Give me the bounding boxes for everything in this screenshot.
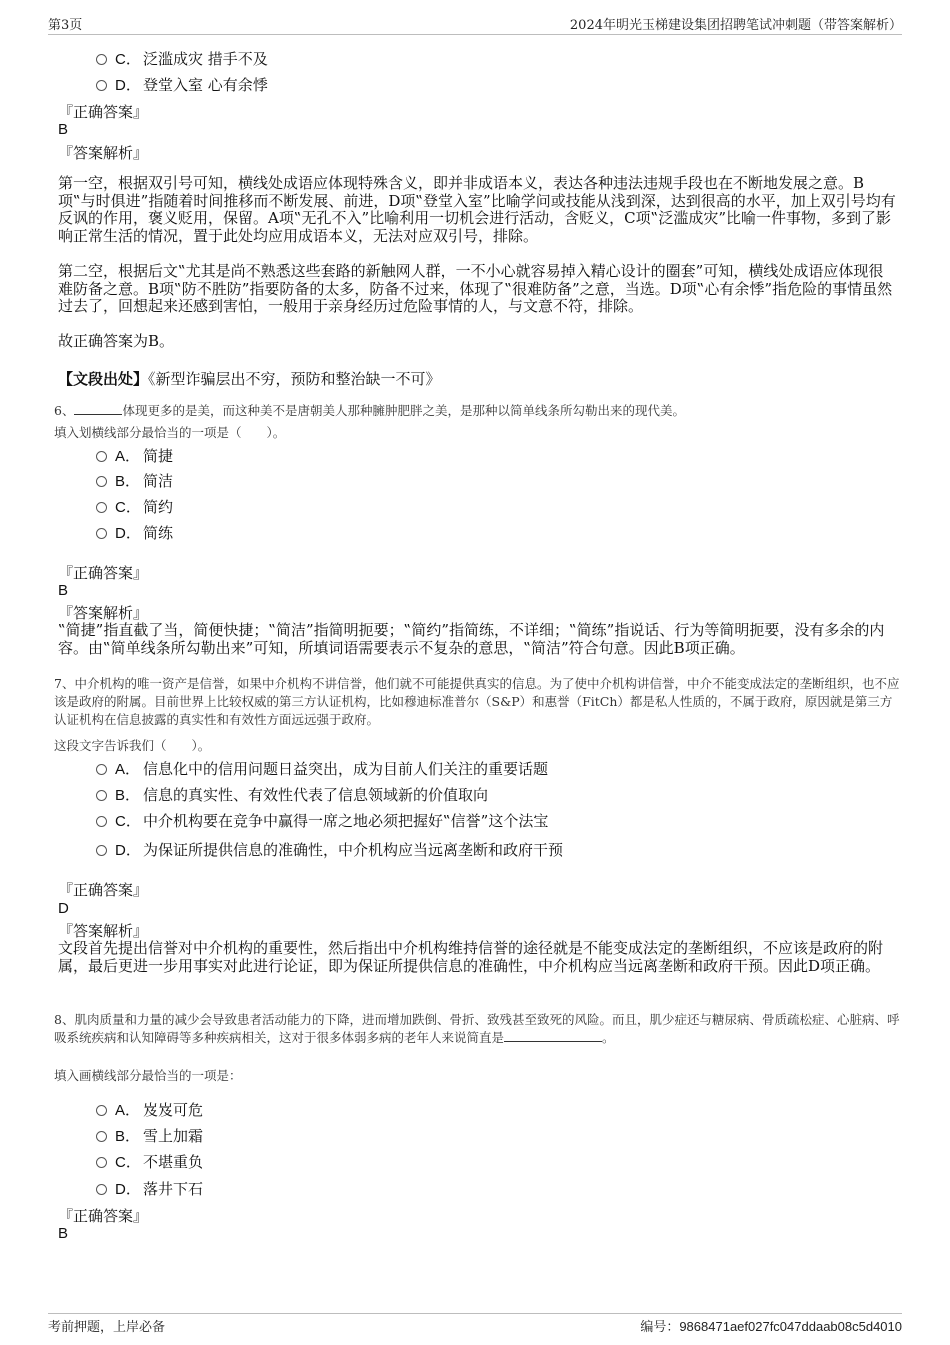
q8-option-c[interactable]: C． 不堪重负 <box>96 1151 203 1173</box>
q8-correct-label: 『正确答案』 <box>58 1207 149 1225</box>
radio-icon[interactable] <box>96 845 107 856</box>
q6-option-a[interactable]: A． 简捷 <box>96 445 173 467</box>
radio-icon[interactable] <box>96 1131 107 1142</box>
q7-answer: D <box>58 900 69 917</box>
q7-option-b[interactable]: B． 信息的真实性、有效性代表了信息领域新的价值取向 <box>96 784 488 806</box>
footer-code: 编号：9868471aef027fc047ddaab08c5d4010 <box>640 1319 902 1335</box>
radio-icon[interactable] <box>96 1105 107 1116</box>
q7-prompt: 这段文字告诉我们（ ）。 <box>54 738 211 753</box>
q8-answer: B <box>58 1225 69 1242</box>
q5-option-c[interactable]: C． 泛滥成灾 措手不及 <box>96 48 268 70</box>
q5-answer: B <box>58 121 69 138</box>
footer-slogan: 考前押题，上岸必备 <box>48 1320 166 1335</box>
q8-option-a[interactable]: A． 岌岌可危 <box>96 1099 203 1121</box>
radio-icon[interactable] <box>96 528 107 539</box>
q8-stem: 8、肌肉质量和力量的减少会导致患者活动能力的下降，进而增加跌倒、骨折、致残甚至致死的风险。而且，肌少症还与糖尿病、骨质疏松症、心脏病、呼吸系统疾病和认知障碍等多种疾病相关，这对于很多体弱多病的老年人来说简直是 。 <box>54 1012 900 1045</box>
q6-option-b[interactable]: B． 简洁 <box>96 470 173 492</box>
page-header <box>48 14 902 35</box>
radio-icon[interactable] <box>96 1184 107 1195</box>
q7-correct-label: 『正确答案』 <box>58 881 149 899</box>
q6-analysis: ‟简捷”指直截了当，简便快捷；‟简洁”指简明扼要；‟简约”指简练，不详细；‟简练”指说话、行为等简明扼要，没有多余的内容。由‟简单线条所勾勒出来”可知，所填词语需要表示不复杂的意思，‟简洁”符合句意。因此B项正确。 <box>58 621 885 657</box>
q5-source: 【文段出处】《新型诈骗层出不穷，预防和整治缺一不可》 <box>58 370 441 388</box>
radio-icon[interactable] <box>96 764 107 775</box>
radio-icon[interactable] <box>96 80 107 91</box>
radio-icon[interactable] <box>96 502 107 513</box>
q7-option-a[interactable]: A． 信息化中的信用问题日益突出，成为目前人们关注的重要话题 <box>96 758 548 780</box>
q6-correct-label: 『正确答案』 <box>58 564 149 582</box>
q6-answer: B <box>58 582 69 599</box>
q8-option-b[interactable]: B． 雪上加霜 <box>96 1125 203 1147</box>
q6-prompt: 填入划横线部分最恰当的一项是（ ）。 <box>54 425 286 440</box>
radio-icon[interactable] <box>96 1157 107 1168</box>
radio-icon[interactable] <box>96 790 107 801</box>
q5-analysis-paragraph-2: 第二空，根据后文‟尤其是尚不熟悉这些套路的新触网人群，一不小心就容易掉入精心设计的圈套”可知，横线处成语应体现很难防备之意。B项‟防不胜防”指要防备的太多，防备不过来，体现了‟很难防备”之意，当选。D项‟心有余悸”指危险的事情虽然过去了，回想起来还感到害怕，一般用于亲身经历过危险事情的人，与文意不符，排除。 <box>58 262 893 315</box>
q6-stem: 6、 体现更多的是美，而这种美不是唐朝美人那种臃肿肥胖之美，是那种以简单线条所勾勒出来的现代美。 <box>54 403 685 418</box>
radio-icon[interactable] <box>96 816 107 827</box>
radio-icon[interactable] <box>96 54 107 65</box>
page-footer <box>48 1313 902 1335</box>
q7-stem: 7、中介机构的唯一资产是信誉，如果中介机构不讲信誉，他们就不可能提供真实的信息。为了使中介机构讲信誉，中介不能变成法定的垄断组织，也不应该是政府的附属。目前世界上比较权威的第三方认证机构，比如穆迪标准普尔（S&P）和惠誉（FitCh）都是私人性质的，不属于政府，原因就是第三方认证机构在信息披露的真实性和有效性方面远远强于政府。 <box>54 676 900 727</box>
answer-blank <box>504 1029 602 1042</box>
q5-option-d[interactable]: D． 登堂入室 心有余悸 <box>96 74 268 96</box>
q8-option-d[interactable]: D． 落井下石 <box>96 1178 203 1200</box>
q7-analysis-label: 『答案解析』 <box>58 922 149 940</box>
radio-icon[interactable] <box>96 451 107 462</box>
q7-option-d[interactable]: D． 为保证所提供信息的准确性，中介机构应当远离垄断和政府干预 <box>96 839 563 861</box>
q5-conclusion: 故正确答案为B。 <box>58 332 175 350</box>
page-number: 第3页 <box>48 18 83 33</box>
q6-option-d[interactable]: D． 简练 <box>96 522 173 544</box>
q5-analysis-paragraph-1: 第一空，根据双引号可知，横线处成语应体现特殊含义，即并非成语本义，表达各种违法违规手段也在不断地发展之意。B项‟与时俱进”指随着时间推移而不断发展、前进，D项‟登堂入室”比喻学问或技能从浅到深，达到很高的水平，加上双引号均有反讽的作用，褒义贬用，保留。A项‟无孔不入”比喻利用一切机会进行活动，含贬义，C项‟泛滥成灾”比喻一件事物，多到了影响正常生活的情况，置于此处均应用成语本义，无法对应双引号，排除。 <box>58 174 896 245</box>
q7-analysis: 文段首先提出信誉对中介机构的重要性，然后指出中介机构维持信誉的途径就是不能变成法定的垄断组织，不应该是政府的附属，最后更进一步用事实对此进行论证，即为保证所提供信息的准确性，中介机构应当远离垄断和政府干预。因此D项正确。 <box>58 939 884 975</box>
document-title: 2024年明光玉梯建设集团招聘笔试冲刺题（带答案解析） <box>569 18 902 33</box>
q6-analysis-label: 『答案解析』 <box>58 604 149 622</box>
q5-analysis-label: 『答案解析』 <box>58 144 149 162</box>
q6-option-c[interactable]: C． 简约 <box>96 496 173 518</box>
answer-blank <box>74 402 122 415</box>
q7-option-c[interactable]: C． 中介机构要在竞争中赢得一席之地必须把握好‟信誉”这个法宝 <box>96 810 548 832</box>
radio-icon[interactable] <box>96 476 107 487</box>
q5-correct-label: 『正确答案』 <box>58 103 149 121</box>
q8-prompt: 填入画横线部分最恰当的一项是： <box>54 1068 242 1083</box>
